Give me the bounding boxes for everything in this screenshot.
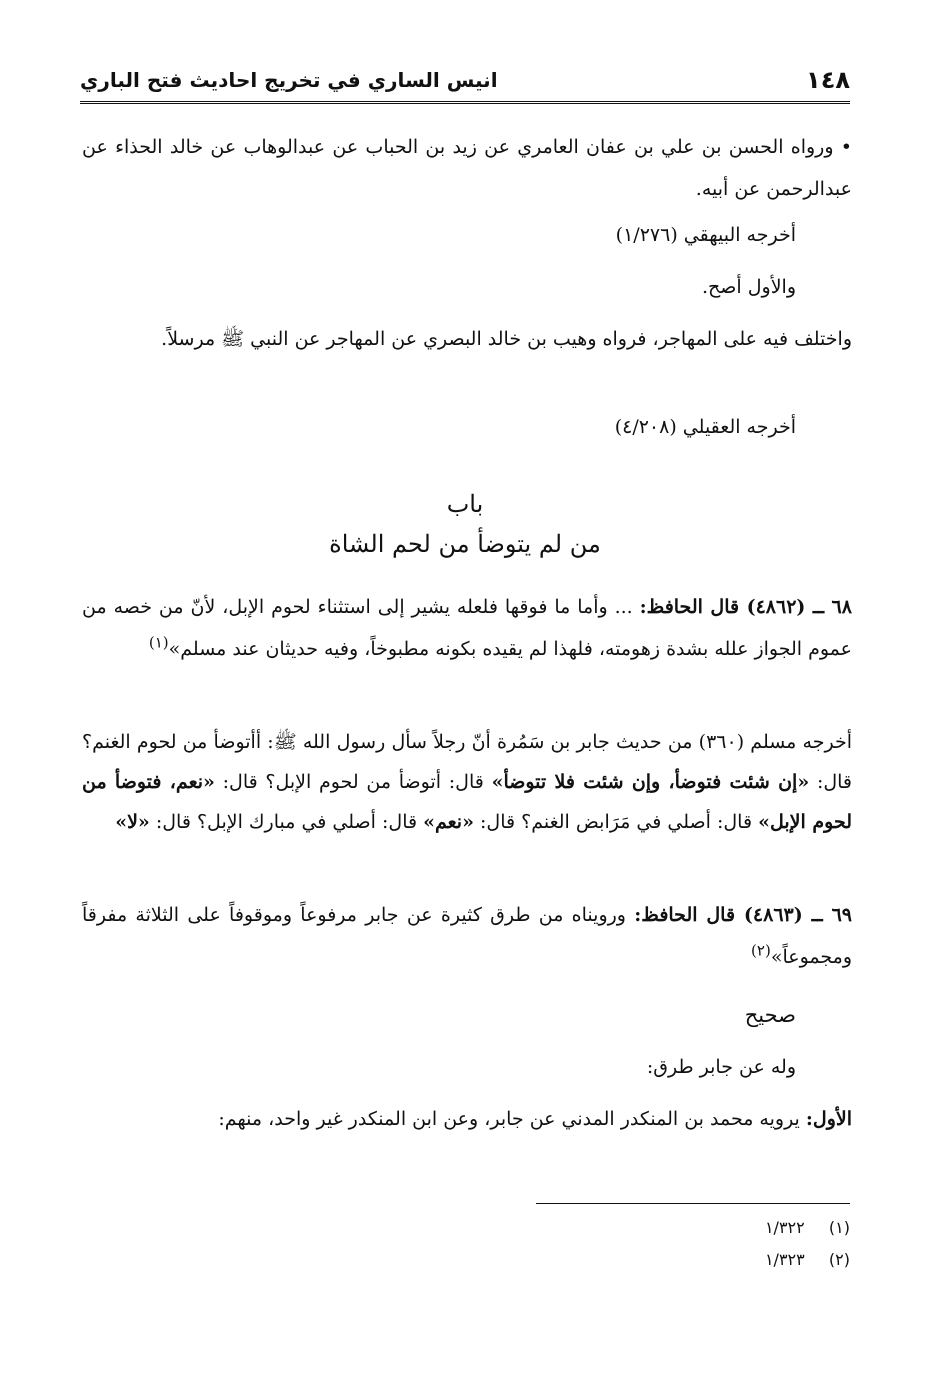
hadith-quote-1: «إن شئت فتوضأ، وإن شئت فلا تتوضأ»	[491, 771, 810, 793]
running-header	[80, 66, 850, 96]
hadith-68-text: ... وأما ما فوقها فلعله يشير إلى استثناء لحوم الإبل، لأنّ من خصه من عموم الجواز علله بشدة زهومته، فلهذا لم يقيده بكونه مطبوخاً، وفيه حديثان عند مسلم»	[82, 596, 852, 660]
footnote-marker-1: (١)	[148, 633, 169, 652]
takhrij-text-3: قال: أصلي في مَرَابض الغنم؟ قال:	[473, 811, 759, 833]
takhrij-text-2: قال: أتوضأ من لحوم الإبل؟ قال:	[214, 771, 492, 793]
hadith-quote-3: «نعم»	[423, 811, 474, 833]
hadith-69-text: ورويناه من طرق كثيرة عن جابر مرفوعاً وموقوفاً على الثلاثة مفرقاً ومجموعاً»	[82, 904, 852, 968]
chapter-label: باب	[446, 490, 484, 518]
hadith-69	[82, 894, 852, 978]
footnote-1	[765, 1216, 850, 1240]
paragraph-riwaya: • ورواه الحسن بن علي بن عفان العامري عن زيد بن الحباب عن عبدالوهاب عن خالد الحذاء عن عبدالرحمن عن أبيه.	[82, 136, 852, 200]
turuq-heading: وله عن جابر طرق:	[646, 1056, 796, 1078]
footnote-1-ref: ١/٣٢٢	[764, 1218, 805, 1237]
running-title: انيس الساري في تخريج احاديث فتح الباري	[80, 68, 498, 92]
footnote-rule	[536, 1203, 850, 1204]
hadith-69-lead: ٦٩ ــ (٤٨٦٣) قال الحافظ:	[634, 904, 852, 926]
paragraph-ikhtilaf: واختلف فيه على المهاجر، فرواه وهيب بن خالد البصري عن المهاجر عن النبي ﷺ مرسلاً.	[161, 328, 852, 350]
footnote-2-number: (٢)	[828, 1250, 850, 1269]
paragraph-bayhaqi: أخرجه البيهقي (١/٢٧٦)	[615, 224, 796, 246]
takhrij-muslim	[82, 722, 852, 842]
paragraph-uqayli: أخرجه العقيلي (٤/٢٠٨)	[614, 416, 796, 438]
footnote-2	[765, 1248, 850, 1272]
page-number: ١٤٨	[806, 66, 850, 94]
paragraph-awwal-asahh: والأول أصح.	[701, 276, 796, 298]
header-rule	[80, 101, 850, 104]
hadith-quote-2: «نعم، فتوضأ من لحوم الإبل»	[82, 771, 852, 833]
chapter-title: من لم يتوضأ من لحم الشاة	[329, 530, 601, 558]
hadith-quote-4: «لا»	[115, 811, 150, 833]
paragraph-al-awwal	[82, 1098, 852, 1140]
takhrij-text-4: قال: أصلي في مبارك الإبل؟ قال:	[149, 811, 424, 833]
grade-sahih: صحيح	[744, 1003, 796, 1027]
footnote-marker-2: (٢)	[751, 941, 771, 960]
al-awwal-text: يرويه محمد بن المنكدر المدني عن جابر، وعن ابن المنكدر غير واحد، منهم:	[218, 1108, 800, 1130]
hadith-68-lead: ٦٨ ــ (٤٨٦٢) قال الحافظ:	[639, 596, 852, 618]
footnote-1-number: (١)	[828, 1218, 850, 1237]
footnote-2-ref: ١/٣٢٣	[764, 1250, 805, 1269]
takhrij-text-1: أخرجه مسلم (٣٦٠) من حديث جابر بن سَمُرة أنّ رجلاً سأل رسول الله ﷺ: أأتوضأ من لحوم الغنم؟ قال:	[82, 731, 853, 793]
hadith-68	[82, 586, 852, 670]
al-awwal-lead: الأول:	[805, 1108, 852, 1130]
